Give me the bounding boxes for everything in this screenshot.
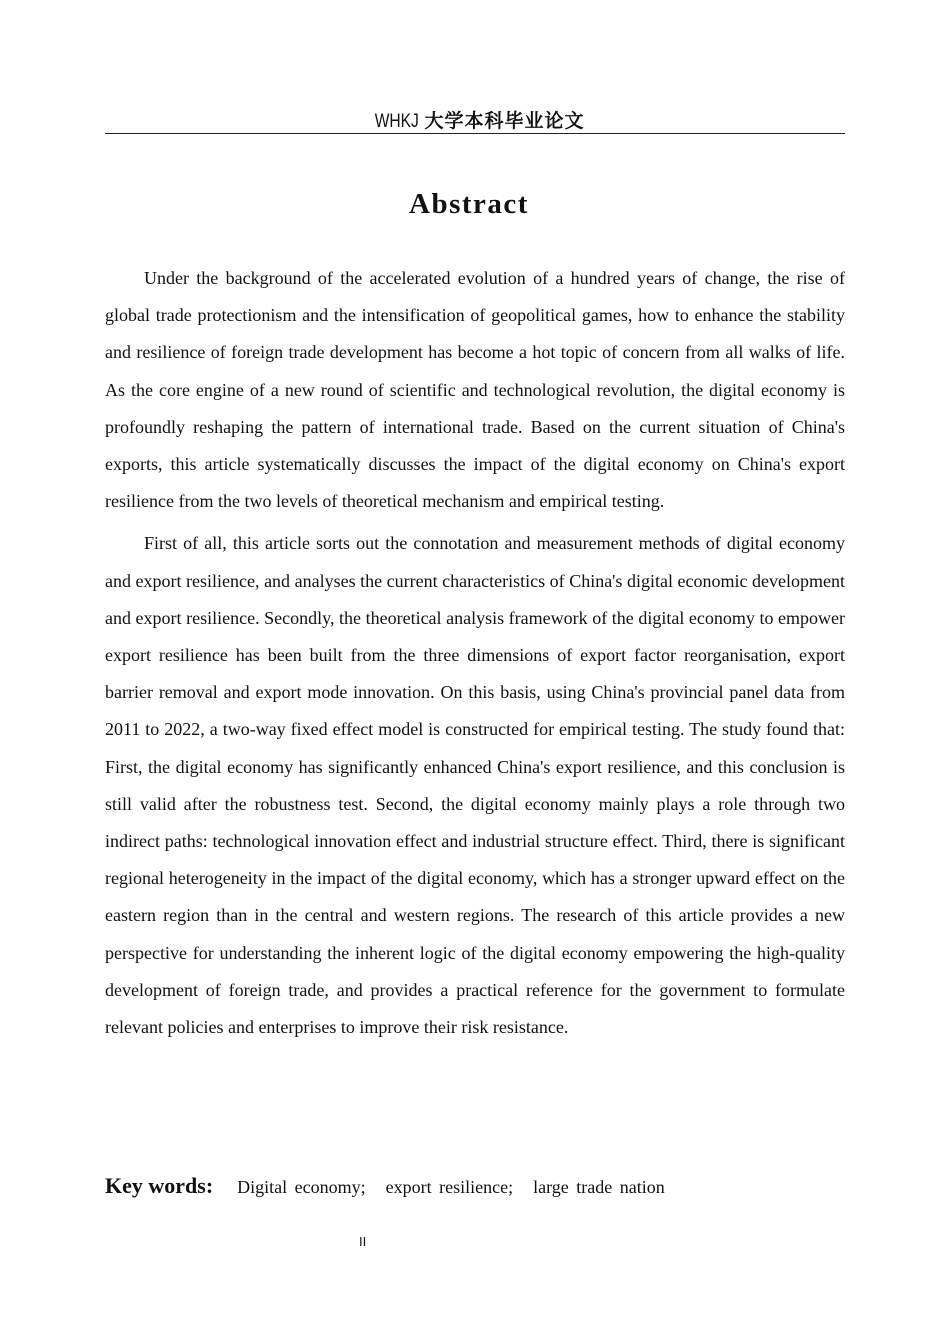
keyword-1: Digital economy; <box>237 1177 366 1197</box>
keywords-line <box>105 1170 845 1205</box>
page-number: II <box>359 1234 367 1249</box>
abstract-paragraph-2: First of all, this article sorts out the connotation and measurement methods of digital economy and export resilience, and analyses the current characteristics of China's digital economic development and export resilience. Secondly, the theoretical analysis framework of the digital economy to empower export resilience has been built from the three dimensions of export factor reorganisation, export barrier removal and export mode innovation. On this basis, using China's provincial panel data from 2011 to 2022, a two-way fixed effect model is constructed for empirical testing. The study found that: First, the digital economy has significantly enhanced China's export resilience, and this conclusion is still valid after the robustness test. Second, the digital economy mainly plays a role through two indirect paths: technological innovation effect and industrial structure effect. Third, there is significant regional heterogeneity in the impact of the digital economy, which has a stronger upward effect on the eastern region than in the central and western regions. The research of this article provides a new perspective for understanding the inherent logic of the digital economy empowering the high-quality development of foreign trade, and provides a practical reference for the government to formulate relevant policies and enterprises to improve their risk resistance. <box>105 533 845 1038</box>
abstract-body <box>105 260 845 1051</box>
keywords-label: Key words: <box>105 1173 214 1198</box>
keyword-2: export resilience; <box>385 1177 514 1197</box>
keyword-3: large trade nation <box>533 1177 665 1197</box>
abstract-title: Abstract <box>409 188 529 220</box>
running-header <box>105 110 845 134</box>
abstract-paragraph-1: Under the background of the accelerated evolution of a hundred years of change, the rise of global trade protectionism and the intensification of geopolitical games, how to enhance the stability and resilience of foreign trade development has become a hot topic of concern from all walks of life. As the core engine of a new round of scientific and technological revolution, the digital economy is profoundly reshaping the pattern of international trade. Based on the current situation of China's exports, this article systematically discusses the impact of the digital economy on China's export resilience from the two levels of theoretical mechanism and empirical testing. <box>105 268 845 512</box>
header-university-code: WHKJ <box>375 111 420 132</box>
header-thesis-label: 大学本科毕业论文 <box>424 111 585 132</box>
